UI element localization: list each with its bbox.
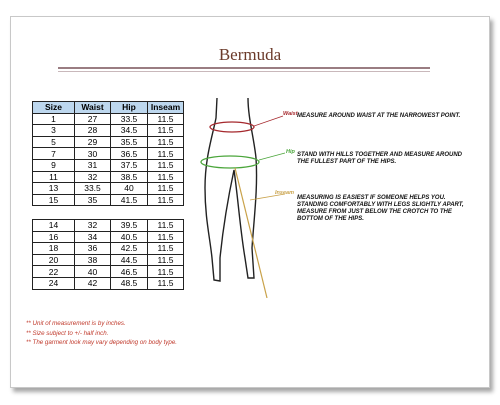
table-cell: 30 (75, 148, 111, 160)
table-cell: 36 (75, 243, 111, 255)
column-header: Inseam (148, 102, 184, 114)
column-header: Size (33, 102, 75, 114)
table-cell: 11.5 (148, 183, 184, 195)
body-figure-illustration (190, 98, 290, 298)
table-cell: 22 (33, 266, 75, 278)
table-cell: 16 (33, 231, 75, 243)
table-row (33, 220, 184, 232)
table-cell: 39.5 (111, 220, 148, 232)
table-row (33, 231, 184, 243)
waist-ellipse (210, 122, 254, 132)
waist-label: Waist (283, 111, 298, 117)
table-cell: 27 (75, 113, 111, 125)
hip-label: Hip (286, 149, 295, 155)
table-row (33, 125, 184, 137)
table-cell: 11.5 (148, 231, 184, 243)
hip-ellipse (201, 156, 259, 168)
table-row (33, 194, 184, 206)
table-cell: 11.5 (148, 220, 184, 232)
size-table-plus (32, 219, 184, 290)
table-cell: 11.5 (148, 113, 184, 125)
table-cell: 38 (75, 254, 111, 266)
table-cell: 46.5 (111, 266, 148, 278)
column-header: Waist (75, 102, 111, 114)
table-cell: 15 (33, 194, 75, 206)
table-cell: 31 (75, 159, 111, 171)
footnotes (26, 319, 177, 348)
table-cell: 11.5 (148, 159, 184, 171)
table-cell: 33.5 (111, 113, 148, 125)
table-cell: 11.5 (148, 243, 184, 255)
table-cell: 11.5 (148, 277, 184, 289)
footnote: ** The garment look may vary depending on body type. (26, 339, 177, 346)
table-cell: 24 (33, 277, 75, 289)
table-cell: 41.5 (111, 194, 148, 206)
table-cell: 7 (33, 148, 75, 160)
hip-instruction: STAND WITH HILLS TOGETHER AND MEASURE AROUND THE FULLEST PART OF THE HIPS. (297, 152, 462, 165)
inseam-label: Inseam (275, 190, 294, 196)
table-header-row (33, 102, 184, 114)
table-row (33, 183, 184, 195)
table-row (33, 159, 184, 171)
table-cell: 32 (75, 171, 111, 183)
column-header: Hip (111, 102, 148, 114)
table-cell: 28 (75, 125, 111, 137)
table-row (33, 148, 184, 160)
table-cell: 11.5 (148, 194, 184, 206)
table-row (33, 113, 184, 125)
title-divider (58, 67, 430, 69)
page-title: Bermuda (218, 45, 282, 64)
size-table-regular (32, 101, 184, 206)
table-row (33, 277, 184, 289)
table-cell: 42 (75, 277, 111, 289)
table-row (33, 254, 184, 266)
table-cell: 34 (75, 231, 111, 243)
table-cell: 36.5 (111, 148, 148, 160)
table-cell: 11.5 (148, 148, 184, 160)
table-cell: 11.5 (148, 266, 184, 278)
table-cell: 11.5 (148, 136, 184, 148)
table-cell: 18 (33, 243, 75, 255)
table-cell: 44.5 (111, 254, 148, 266)
figure-outline (205, 98, 257, 281)
table-cell: 11.5 (148, 254, 184, 266)
table-row (33, 266, 184, 278)
table-cell: 34.5 (111, 125, 148, 137)
table-row (33, 136, 184, 148)
table-cell: 20 (33, 254, 75, 266)
waist-instruction: MEASURE AROUND WAIST AT THE NARROWEST POINT. (297, 113, 461, 119)
table-cell: 11.5 (148, 171, 184, 183)
table-cell: 35.5 (111, 136, 148, 148)
table-cell: 29 (75, 136, 111, 148)
table-cell: 38.5 (111, 171, 148, 183)
table-cell: 33.5 (75, 183, 111, 195)
table-cell: 40 (75, 266, 111, 278)
table-cell: 1 (33, 113, 75, 125)
table-cell: 9 (33, 159, 75, 171)
table-cell: 32 (75, 220, 111, 232)
table-cell: 13 (33, 183, 75, 195)
table-cell: 42.5 (111, 243, 148, 255)
table-row (33, 171, 184, 183)
inseam-instruction: MEASURING IS EASIEST IF SOMEONE HELPS YOU. STANDING COMFORTABLY WITH LEGS SLIGHTLY APART, MEASURE FROM JUST BELOW THE CROTCH TO THE BOTTOM OF THE HIPS. (297, 195, 464, 222)
table-cell: 40 (111, 183, 148, 195)
table-cell: 40.5 (111, 231, 148, 243)
table-cell: 37.5 (111, 159, 148, 171)
footnote: ** Size subject to +/- half inch. (26, 329, 109, 337)
table-cell: 11.5 (148, 125, 184, 137)
table-cell: 48.5 (111, 277, 148, 289)
footnote: ** Unit of measurement is by inches. (26, 320, 126, 327)
table-cell: 3 (33, 125, 75, 137)
table-cell: 5 (33, 136, 75, 148)
title-divider-shadow (58, 71, 430, 72)
table-cell: 35 (75, 194, 111, 206)
table-cell: 14 (33, 220, 75, 232)
table-row (33, 243, 184, 255)
table-cell: 11 (33, 171, 75, 183)
